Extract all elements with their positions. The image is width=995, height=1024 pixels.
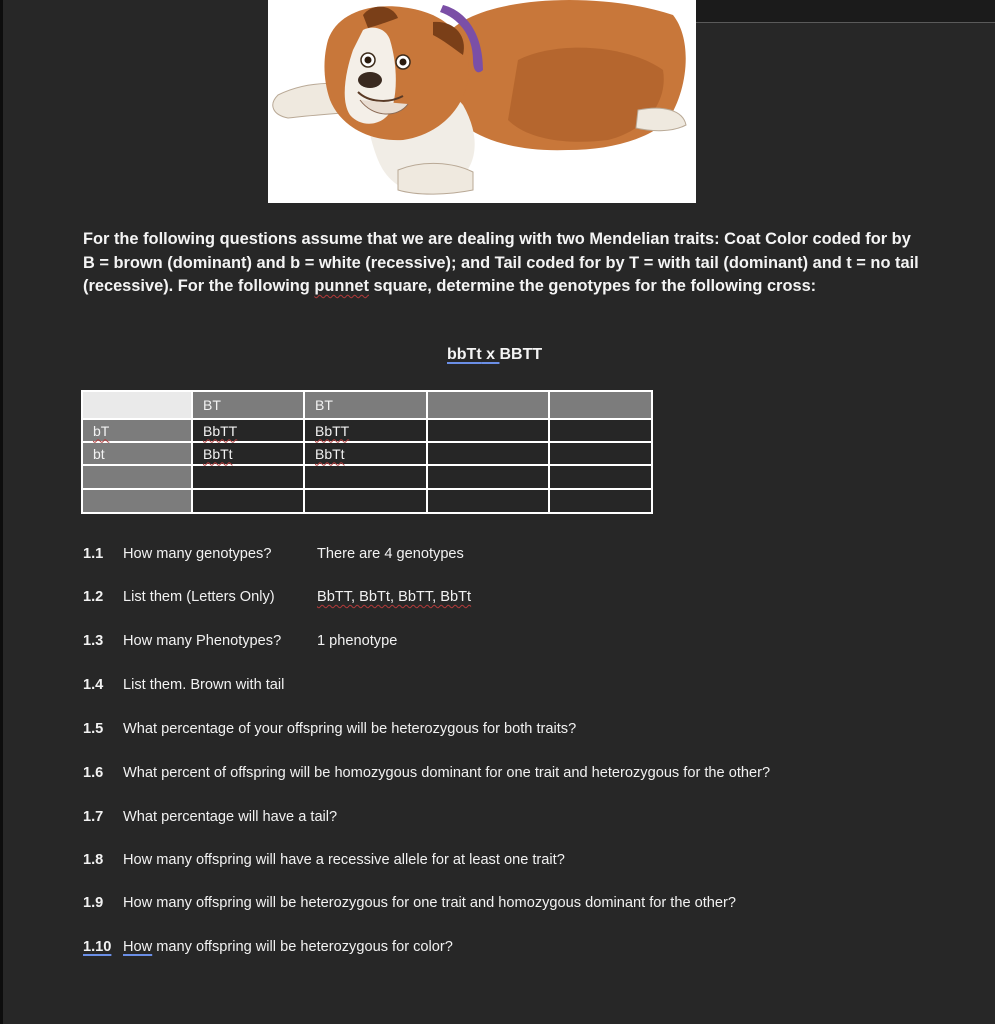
punnett-row [82, 442, 652, 465]
punnett-row [82, 489, 652, 513]
punnett-cell[interactable] [549, 489, 652, 513]
question-1-5 [83, 721, 576, 737]
punnett-row-label[interactable]: bT [82, 419, 192, 442]
cross-heading [447, 346, 542, 364]
punnett-cell[interactable] [304, 489, 427, 513]
punnett-cell[interactable] [549, 465, 652, 489]
punnett-cell[interactable] [192, 465, 304, 489]
question-answer[interactable]: There are 4 genotypes [317, 546, 464, 562]
punnett-cell[interactable]: BbTT [192, 419, 304, 442]
punnett-cell[interactable] [427, 419, 549, 442]
question-text: How many Phenotypes? [123, 633, 282, 649]
question-number: 1.5 [83, 721, 104, 737]
question-text: How many offspring will have a recessive allele for at least one trait? [123, 852, 565, 868]
punnett-cell[interactable] [549, 419, 652, 442]
cross-separator: x [481, 346, 500, 363]
instructions-text-end: square, determine the genotypes for the following cross: [368, 277, 817, 295]
punnett-cell[interactable] [427, 442, 549, 465]
question-1-4 [83, 677, 284, 693]
cross-parent-1: bbTt [447, 346, 482, 363]
question-1-2 [83, 589, 472, 605]
question-text: What percent of offspring will be homozygous dominant for one trait and heterozygous for the other? [123, 765, 771, 781]
punnett-cell[interactable]: BbTT [304, 419, 427, 442]
question-1-6 [83, 765, 770, 781]
bulldog-drawing [268, 0, 696, 203]
punnett-row [82, 465, 652, 489]
question-text: List them. Brown with tail [123, 677, 285, 693]
punnett-header-cell[interactable] [427, 391, 549, 419]
cross-parent-2: BBTT [499, 346, 543, 363]
window-edge [0, 0, 3, 1024]
punnett-cell[interactable]: BbTt [192, 442, 304, 465]
question-text: How many genotypes? [123, 546, 272, 562]
question-text: List them (Letters Only) [123, 589, 275, 605]
punnett-row-label[interactable] [82, 489, 192, 513]
question-1-7 [83, 809, 337, 825]
question-text: many offspring will be heterozygous for color? [152, 939, 453, 955]
bulldog-illustration [268, 0, 696, 203]
question-number: 1.9 [83, 895, 104, 911]
punnett-row-label[interactable] [82, 465, 192, 489]
question-number: 1.1 [83, 546, 104, 562]
question-number: 1.8 [83, 852, 104, 868]
question-1-8 [83, 852, 565, 868]
punnett-header-cell[interactable]: BT [304, 391, 427, 419]
question-answer[interactable]: BbTT, BbTt, BbTT, BbTt [317, 589, 472, 605]
question-1-10 [83, 939, 453, 955]
punnett-square [81, 390, 653, 514]
spellcheck-flagged-word[interactable]: punnet [314, 277, 369, 295]
punnett-cell[interactable] [192, 489, 304, 513]
punnett-cell[interactable] [304, 465, 427, 489]
question-text: How many offspring will be heterozygous for one trait and homozygous dominant for the other? [123, 895, 737, 911]
instructions-text-start: For the following questions assume that we are dealing with two Mendelian traits: Coat Color coded for by B = brown (dominant) and b = white (recessive); and Tail coded for by T = with tail (dominant) and t = no tail (recessive). For the following [83, 230, 919, 295]
punnett-cell[interactable] [549, 442, 652, 465]
question-1-9 [83, 895, 736, 911]
question-number: 1.7 [83, 809, 104, 825]
punnett-row-label[interactable]: bt [82, 442, 192, 465]
punnett-cell[interactable]: BbTt [304, 442, 427, 465]
question-text: What percentage of your offspring will be heterozygous for both traits? [123, 721, 577, 737]
question-number: 1.3 [83, 633, 104, 649]
punnett-row [82, 419, 652, 442]
punnett-corner-cell[interactable] [82, 391, 192, 419]
question-number: 1.6 [83, 765, 104, 781]
question-text-underlined[interactable]: How [123, 939, 153, 955]
question-answer[interactable]: 1 phenotype [317, 633, 398, 649]
punnett-header-cell[interactable]: BT [192, 391, 304, 419]
question-number: 1.2 [83, 589, 104, 605]
punnett-header-cell[interactable] [549, 391, 652, 419]
punnett-header-row [82, 391, 652, 419]
question-1-1 [83, 546, 464, 562]
question-text: What percentage will have a tail? [123, 809, 338, 825]
punnett-cell[interactable] [427, 465, 549, 489]
instructions-paragraph [83, 228, 923, 299]
question-number: 1.4 [83, 677, 104, 693]
question-number: 1.10 [83, 939, 112, 955]
punnett-cell[interactable] [427, 489, 549, 513]
question-1-3 [83, 633, 398, 649]
